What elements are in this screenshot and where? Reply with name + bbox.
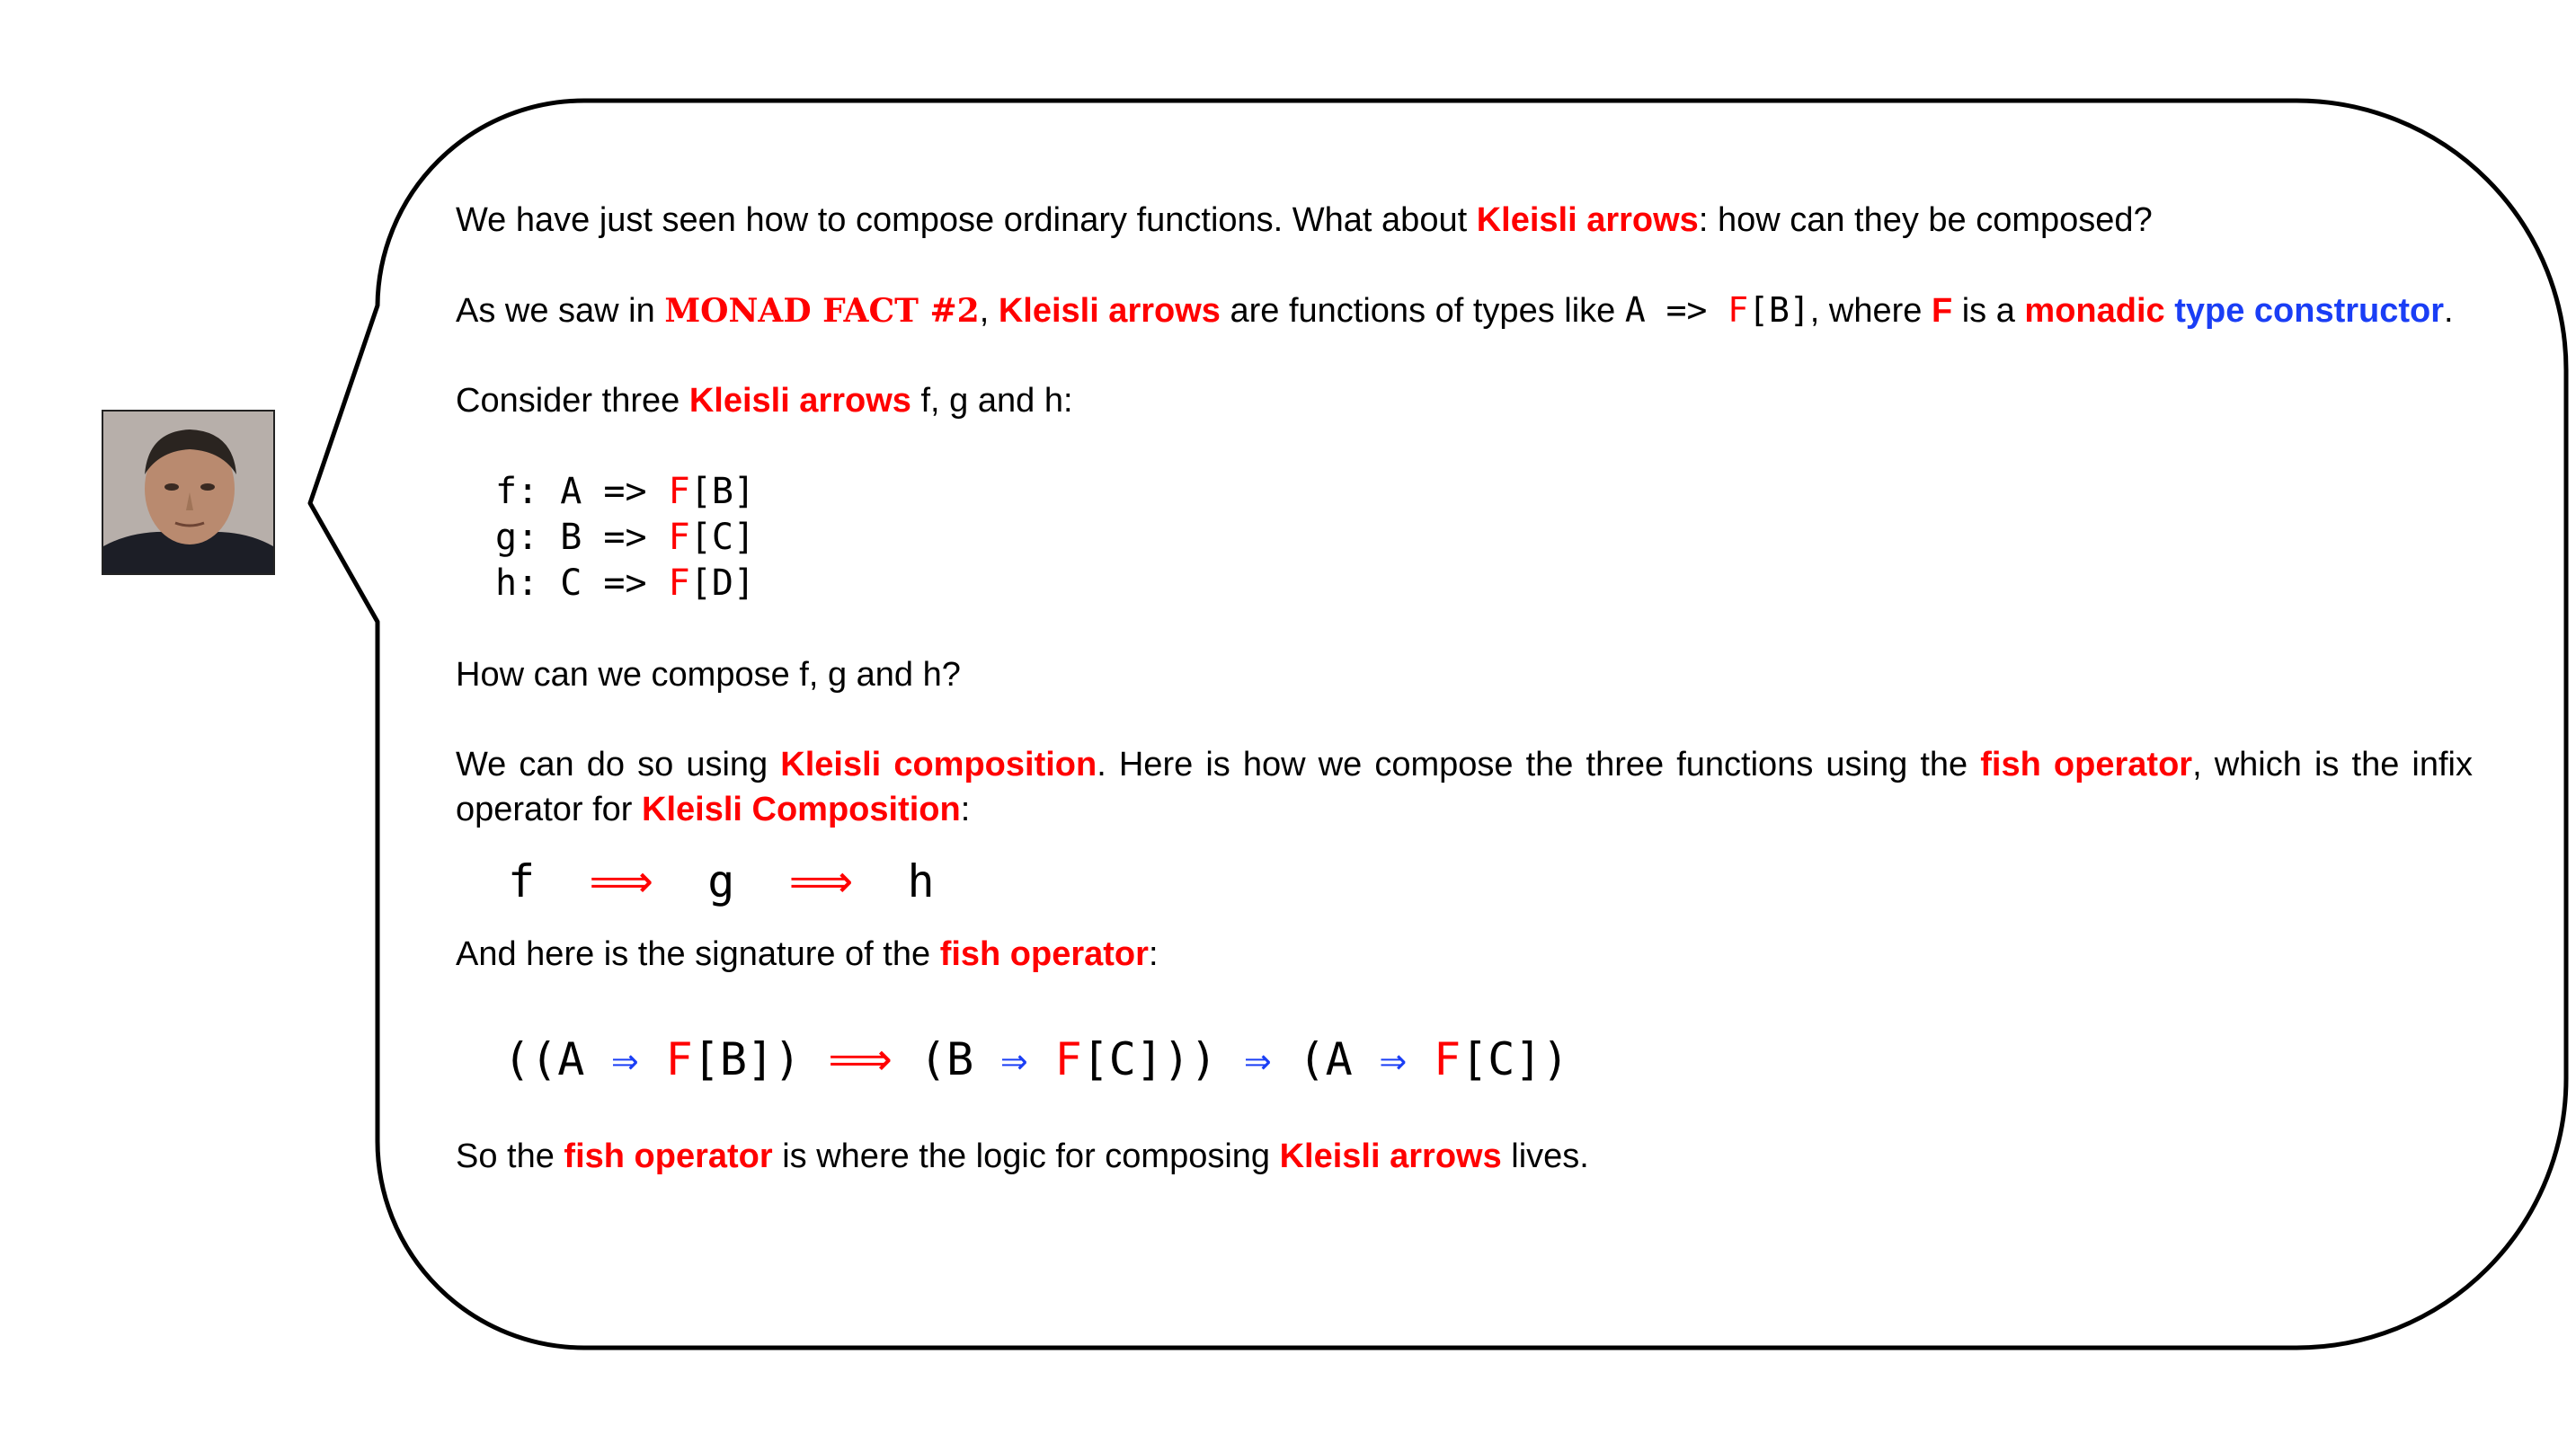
function-arrow-symbol: ⇒ [611, 1033, 639, 1085]
bubble-content [456, 198, 2473, 1179]
code-line-h: h: C => F[D] [495, 562, 755, 604]
fish-operator-term: fish operator [564, 1138, 773, 1175]
consider-paragraph: Consider three Kleisli arrows f, g and h: [456, 382, 1073, 420]
fish-operator-signature: ((A ⇒ F[B]) ⟹ (B ⇒ F[C])) ⇒ (A ⇒ F[C]) [503, 1033, 1569, 1085]
function-arrow-symbol: ⇒ [1379, 1033, 1407, 1085]
type-f-term: F [1931, 292, 1953, 330]
kleisli-arrows-term: Kleisli arrows [688, 382, 911, 420]
kleisli-arrows-term: Kleisli arrows [998, 292, 1221, 330]
kleisli-arrows-term: Kleisli arrows [1476, 201, 1699, 239]
arrow-signatures-code [495, 469, 2473, 606]
code-line-f: f: A => F[B] [495, 471, 755, 512]
fish-operator-term: fish operator [1980, 746, 2193, 783]
function-arrow-symbol: ⇒ [1000, 1033, 1028, 1085]
composition-paragraph: We can do so using Kleisli composition. Here is how we compose the three functions using the fish operator, which is the infix operator for Kleisli Composition: [456, 746, 2473, 828]
code-line-g: g: B => F[C] [495, 517, 755, 558]
signature-intro-paragraph: And here is the signature of the fish operator: [456, 935, 1159, 973]
fish-composition-expression: f ⟹ g ⟹ h [508, 855, 935, 907]
kleisli-arrows-term: Kleisli arrows [1279, 1138, 1502, 1175]
monadic-term: monadic [2024, 292, 2165, 330]
fish-operator-symbol: ⟹ [589, 855, 654, 907]
fish-operator-symbol: ⟹ [828, 1033, 893, 1085]
monad-fact-paragraph: As we saw in MONAD FACT #2, Kleisli arrows are functions of types like A => F[B], where F is a monadic type constructor. [456, 290, 2454, 330]
fish-operator-term: fish operator [939, 935, 1149, 973]
intro-paragraph: We have just seen how to compose ordinary functions. What about Kleisli arrows: how can they be composed? [456, 201, 2153, 239]
question-paragraph: How can we compose f, g and h? [456, 656, 961, 694]
type-code: A => F[B] [1624, 290, 1810, 330]
kleisli-composition-term: Kleisli composition [780, 746, 1097, 783]
conclusion-paragraph: So the fish operator is where the logic for composing Kleisli arrows lives. [456, 1138, 1589, 1175]
fish-operator-symbol: ⟹ [788, 855, 854, 907]
type-constructor-term: type constructor [2174, 292, 2445, 330]
monad-fact-reference: MONAD FACT #2 [664, 292, 980, 330]
kleisli-composition-term: Kleisli Composition [642, 791, 961, 828]
function-arrow-symbol: ⇒ [1244, 1033, 1272, 1085]
